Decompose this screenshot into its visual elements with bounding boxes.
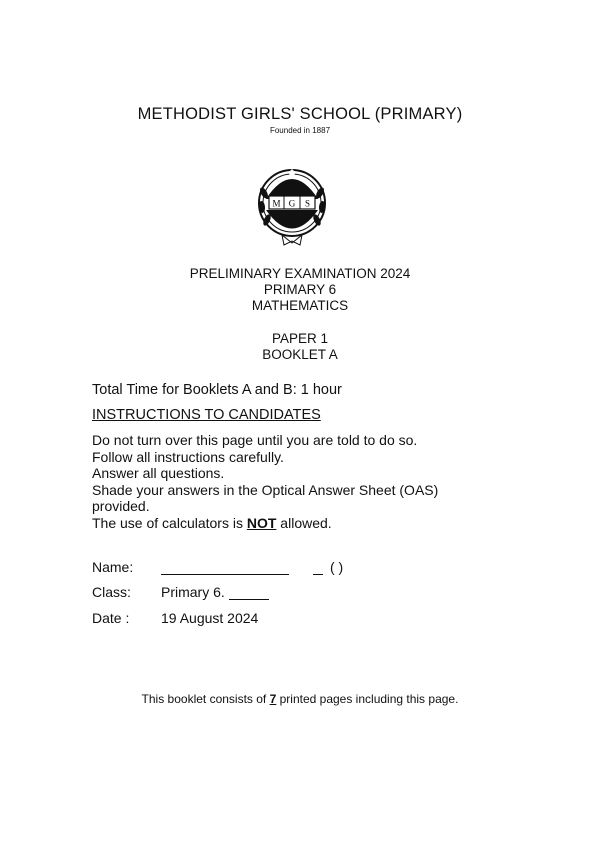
name-blank[interactable] (161, 574, 289, 575)
paper-number: PAPER 1 (271, 331, 329, 346)
date-label: Date : (92, 610, 130, 626)
footer-prefix: This booklet consists of (141, 692, 270, 706)
exam-title: PRELIMINARY EXAMINATION 2024 (189, 266, 411, 281)
register-number-paren: ( ) (330, 559, 344, 575)
instruction-line: Answer all questions. (92, 465, 225, 481)
paper-block (0, 331, 600, 363)
name-blank-tail (313, 574, 323, 575)
crest-letter-m: M (272, 198, 281, 209)
booklet-label: BOOKLET A (262, 347, 338, 362)
instructions-list (92, 432, 512, 531)
founded-year: Founded in 1887 (269, 126, 331, 135)
exam-level: PRIMARY 6 (263, 282, 337, 297)
calc-emphasis: NOT (246, 514, 277, 531)
instruction-line: Shade your answers in the Optical Answer Sheet (OAS) (92, 481, 439, 498)
instruction-line: Do not turn over this page until you are told to do so. (92, 432, 418, 448)
school-name: METHODIST GIRLS' SCHOOL (PRIMARY) (137, 105, 463, 123)
name-label: Name: (92, 559, 134, 575)
exam-title-block (0, 266, 600, 314)
school-crest-logo (256, 163, 328, 253)
exam-subject: MATHEMATICS (251, 298, 349, 313)
calc-suffix: allowed. (276, 514, 332, 531)
page-count: 7 (269, 692, 277, 706)
page-count-note (0, 692, 600, 706)
class-value: Primary 6. (161, 584, 225, 600)
crest-letter-s: S (304, 198, 311, 209)
calc-prefix: The use of calculators is (92, 514, 247, 531)
class-label: Class: (92, 584, 131, 600)
footer-suffix: printed pages including this page. (276, 692, 459, 706)
calculator-instruction (92, 515, 512, 532)
total-time: Total Time for Booklets A and B: 1 hour (92, 382, 342, 398)
instruction-line: Follow all instructions carefully. (92, 448, 284, 465)
crest-letter-g: G (288, 198, 296, 209)
instructions-heading: INSTRUCTIONS TO CANDIDATES (92, 407, 321, 423)
class-blank[interactable] (229, 599, 269, 600)
instruction-line: provided. (92, 498, 150, 514)
date-value: 19 August 2024 (161, 610, 259, 626)
